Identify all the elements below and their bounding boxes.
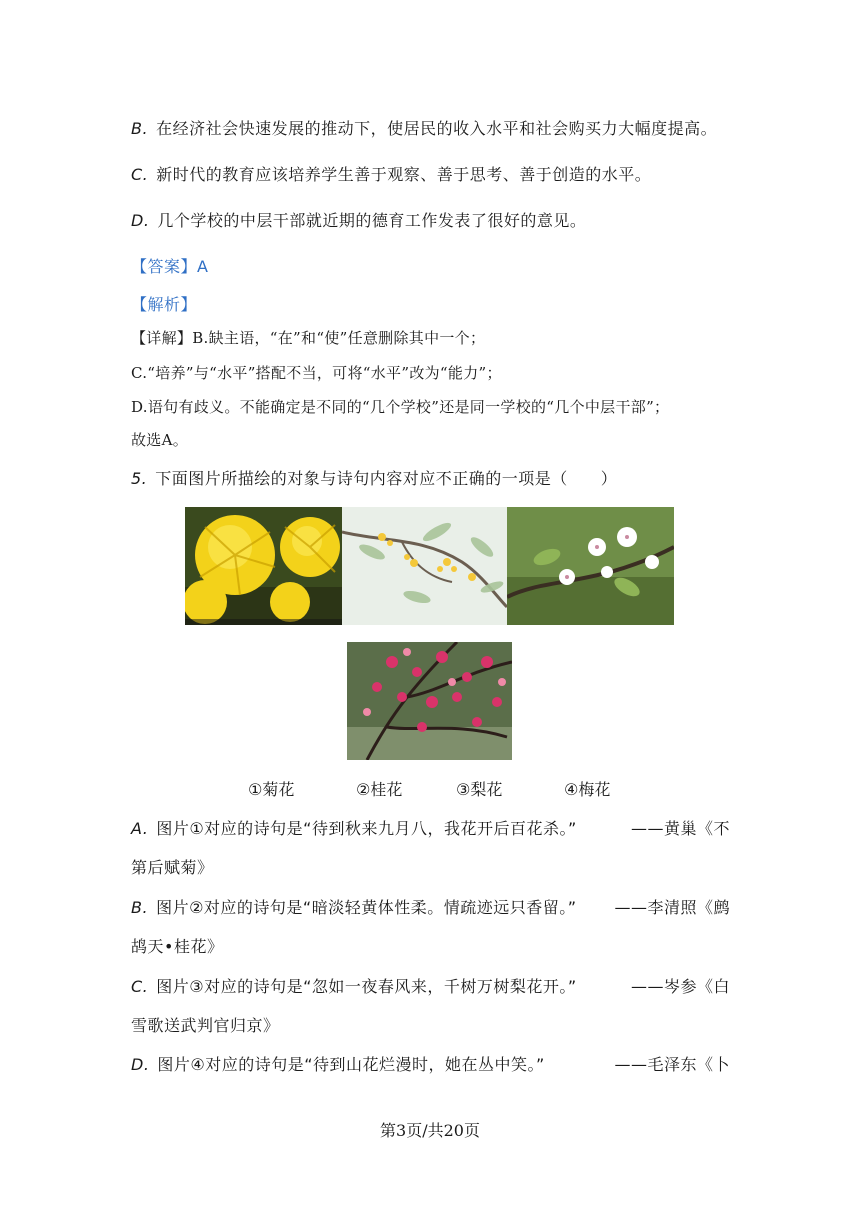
q5-option-c-cont: 雪歌送武判官归京》 bbox=[131, 1016, 280, 1035]
answer-value: A bbox=[197, 257, 209, 276]
q5-stem bbox=[131, 466, 617, 489]
question-number: 5. bbox=[131, 469, 148, 488]
analysis-label: 【解析】 bbox=[131, 295, 198, 314]
page-footer: 第3页/共20页 bbox=[380, 1121, 480, 1140]
option-letter: D. bbox=[131, 211, 150, 230]
caption-3: ③梨花 bbox=[456, 780, 503, 799]
option-text: 在经济社会快速发展的推动下，使居民的收入水平和社会购买力大幅度提高。 bbox=[156, 119, 718, 138]
detail-line-4: 故选A。 bbox=[131, 431, 189, 449]
detail-line-3: D.语句有歧义。不能确定是不同的“几个学校”还是同一学校的“几个中层干部”； bbox=[131, 398, 670, 416]
option-text: 新时代的教育应该培养学生善于观察、善于思考、善于创造的水平。 bbox=[156, 165, 652, 184]
plum-blossom-photo bbox=[347, 642, 512, 760]
option-letter: D. bbox=[131, 1055, 150, 1074]
option-attribution: ——李清照《鹧 bbox=[614, 898, 730, 917]
q5-option-a bbox=[131, 816, 730, 839]
answer-label: 【答案】 bbox=[131, 257, 198, 276]
pear-blossom-photo bbox=[507, 507, 674, 625]
q5-option-d bbox=[131, 1052, 730, 1075]
option-letter: C. bbox=[131, 977, 149, 996]
option-letter: B. bbox=[131, 898, 149, 917]
option-letter: A. bbox=[131, 819, 149, 838]
option-text: 图片②对应的诗句是“暗淡轻黄体性柔。情疏迹远只香留。” bbox=[156, 898, 577, 917]
q4-option-d bbox=[131, 208, 586, 231]
chrysanthemum-photo bbox=[185, 507, 342, 625]
detail-line-2: C.“培养”与“水平”搭配不当，可将“水平”改为“能力”； bbox=[131, 364, 502, 382]
q5-option-a-cont: 第后赋菊》 bbox=[131, 858, 214, 877]
q4-option-c bbox=[131, 162, 651, 185]
option-letter: C. bbox=[131, 165, 149, 184]
answer-line bbox=[131, 254, 208, 277]
question-text: 下面图片所描绘的对象与诗句内容对应不正确的一项是（ ） bbox=[155, 469, 618, 488]
option-text: 图片①对应的诗句是“待到秋来九月八，我花开后百花杀。” bbox=[156, 819, 577, 838]
q5-option-c bbox=[131, 974, 730, 997]
option-attribution: ——黄巢《不 bbox=[630, 819, 730, 838]
osmanthus-painting bbox=[342, 507, 507, 625]
option-letter: B. bbox=[131, 119, 149, 138]
detail-line-1: 【详解】B.缺主语，“在”和“使”任意删除其中一个； bbox=[131, 329, 486, 347]
q5-option-b-cont: 鸪天•桂花》 bbox=[131, 937, 224, 956]
caption-1: ①菊花 bbox=[248, 780, 295, 799]
q5-option-b bbox=[131, 895, 730, 918]
option-attribution: ——毛泽东《卜 bbox=[614, 1055, 730, 1074]
option-text: 图片④对应的诗句是“待到山花烂漫时，她在丛中笑。” bbox=[157, 1055, 545, 1074]
option-text: 几个学校的中层干部就近期的德育工作发表了很好的意见。 bbox=[157, 211, 587, 230]
q4-option-b bbox=[131, 116, 717, 139]
caption-4: ④梅花 bbox=[564, 780, 611, 799]
option-attribution: ——岑参《白 bbox=[630, 977, 730, 996]
option-text: 图片③对应的诗句是“忽如一夜春风来，千树万树梨花开。” bbox=[156, 977, 577, 996]
caption-2: ②桂花 bbox=[356, 780, 403, 799]
